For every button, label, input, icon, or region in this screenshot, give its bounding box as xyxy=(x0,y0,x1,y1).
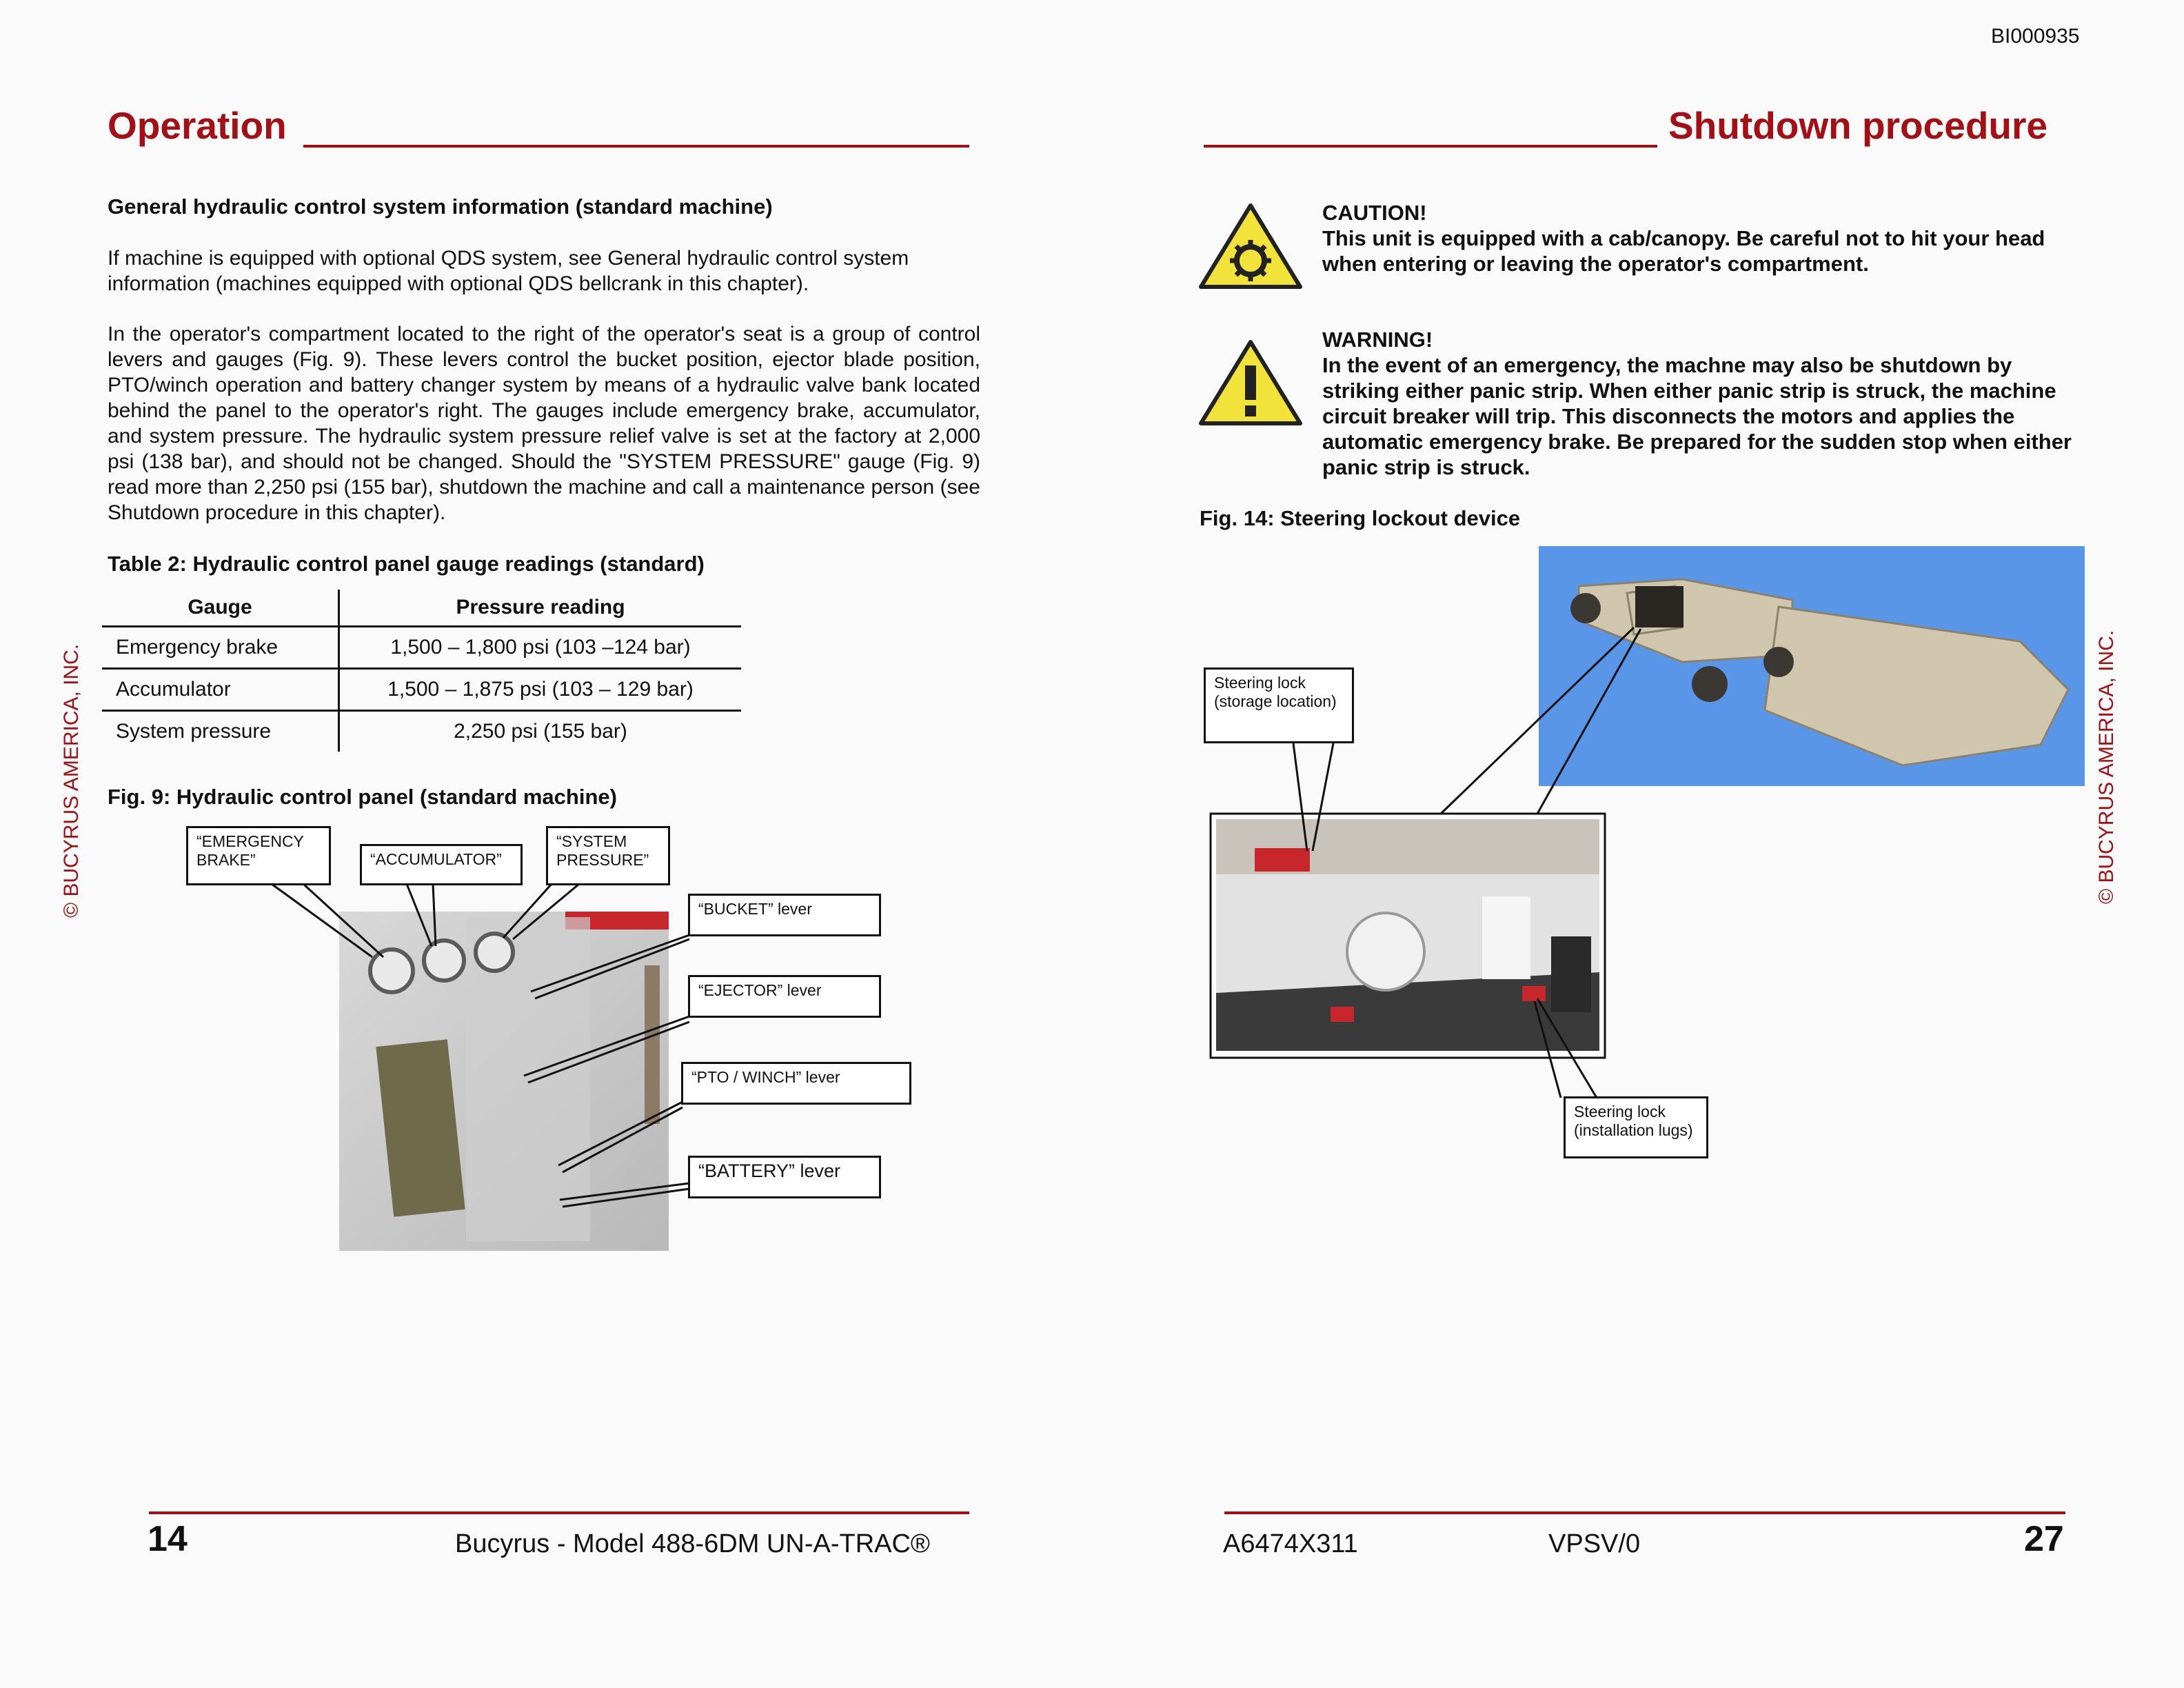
warning-title: WARNING! xyxy=(1322,328,1433,352)
table-cell-gauge: Accumulator xyxy=(102,669,339,711)
table-cell-gauge: Emergency brake xyxy=(102,627,339,669)
page-number-right: 27 xyxy=(2024,1519,2064,1559)
callout-steering-lock-lugs: Steering lock (installation lugs) xyxy=(1564,1096,1708,1158)
callout-system-pressure: “SYSTEM PRESSURE” xyxy=(546,826,670,885)
callout-ejector-lever: “EJECTOR” lever xyxy=(688,975,881,1018)
section-subheading: General hydraulic control system information (standard machine) xyxy=(108,194,773,219)
callout-battery-lever: “BATTERY” lever xyxy=(688,1156,881,1198)
callout-accumulator: “ACCUMULATOR” xyxy=(360,844,523,885)
table-header-gauge: Gauge xyxy=(102,590,339,627)
footer-revision: VPSV/0 xyxy=(1548,1529,1641,1558)
callout-steering-lock-storage: Steering lock (storage location) xyxy=(1204,667,1354,743)
table-cell-pressure: 1,500 – 1,800 psi (103 –124 bar) xyxy=(390,636,691,659)
table-cell-pressure: 1,500 – 1,875 psi (103 – 129 bar) xyxy=(387,678,694,701)
warning-text: In the event of an emergency, the machne may also be shutdown by striking either panic strip. When either panic strip is struck, the machine circuit breaker will trip. This disconnects the motors and applies the automatic emergency brake. Be prepared for the sudden stop when either panic strip is struck. xyxy=(1322,353,2072,479)
callout-emergency-brake: “EMERGENCY BRAKE” xyxy=(186,826,331,885)
figure-9-caption: Fig. 9: Hydraulic control panel (standard machine) xyxy=(108,785,617,809)
page-heading-shutdown: Shutdown procedure xyxy=(1668,104,2048,147)
caution-text: This unit is equipped with a cab/canopy. Be careful not to hit your head when entering or leaving the operator's compartment. xyxy=(1322,226,2045,276)
paragraph-controls: In the operator's compartment located to the right of the operator's seat is a group of control levers and gauges (Fig. 9). These levers control the bucket position, ejector blade position, PTO/winch operation and battery changer system by means of a hydraulic valve bank located behind the panel to the operator's right. The gauges include emergency brake, accumulator, and system pressure. The hydraulic system pressure relief valve is set at the factory at 2,000 psi (138 bar), and should not be changed. Should the "SYSTEM PRESSURE" gauge (Fig. 9) read more than 2,250 psi (155 bar), shutdown the machine and call a maintenance person (see Shutdown procedure in this chapter). xyxy=(108,323,980,524)
footer-part-code: A6474X311 xyxy=(1223,1529,1358,1558)
caution-title: CAUTION! xyxy=(1322,201,1427,225)
page-number-left: 14 xyxy=(148,1519,188,1559)
table-caption: Table 2: Hydraulic control panel gauge readings (standard) xyxy=(108,552,705,576)
table-header-pressure: Pressure reading xyxy=(456,596,625,619)
paragraph-qds: If machine is equipped with optional QDS system, see General hydraulic control system information (machines equipped with optional QDS bellcrank in this chapter). xyxy=(108,247,909,295)
footer-rule-right xyxy=(1224,1511,2065,1514)
document-id: BI000935 xyxy=(1991,25,2080,48)
side-copyright-right: © BUCYRUS AMERICA, INC. xyxy=(2095,630,2118,904)
figure-14-caption: Fig. 14: Steering lockout device xyxy=(1200,506,1521,530)
callout-pto-winch-lever: “PTO / WINCH” lever xyxy=(681,1062,911,1105)
callout-bucket-lever: “BUCKET” lever xyxy=(688,894,881,936)
table-cell-gauge: System pressure xyxy=(102,711,339,752)
page-heading-operation: Operation xyxy=(108,104,287,147)
footer-title: Bucyrus - Model 488-6DM UN-A-TRAC® xyxy=(455,1529,930,1558)
table-cell-pressure: 2,250 psi (155 bar) xyxy=(454,720,627,743)
side-copyright-left: © BUCYRUS AMERICA, INC. xyxy=(60,643,83,918)
